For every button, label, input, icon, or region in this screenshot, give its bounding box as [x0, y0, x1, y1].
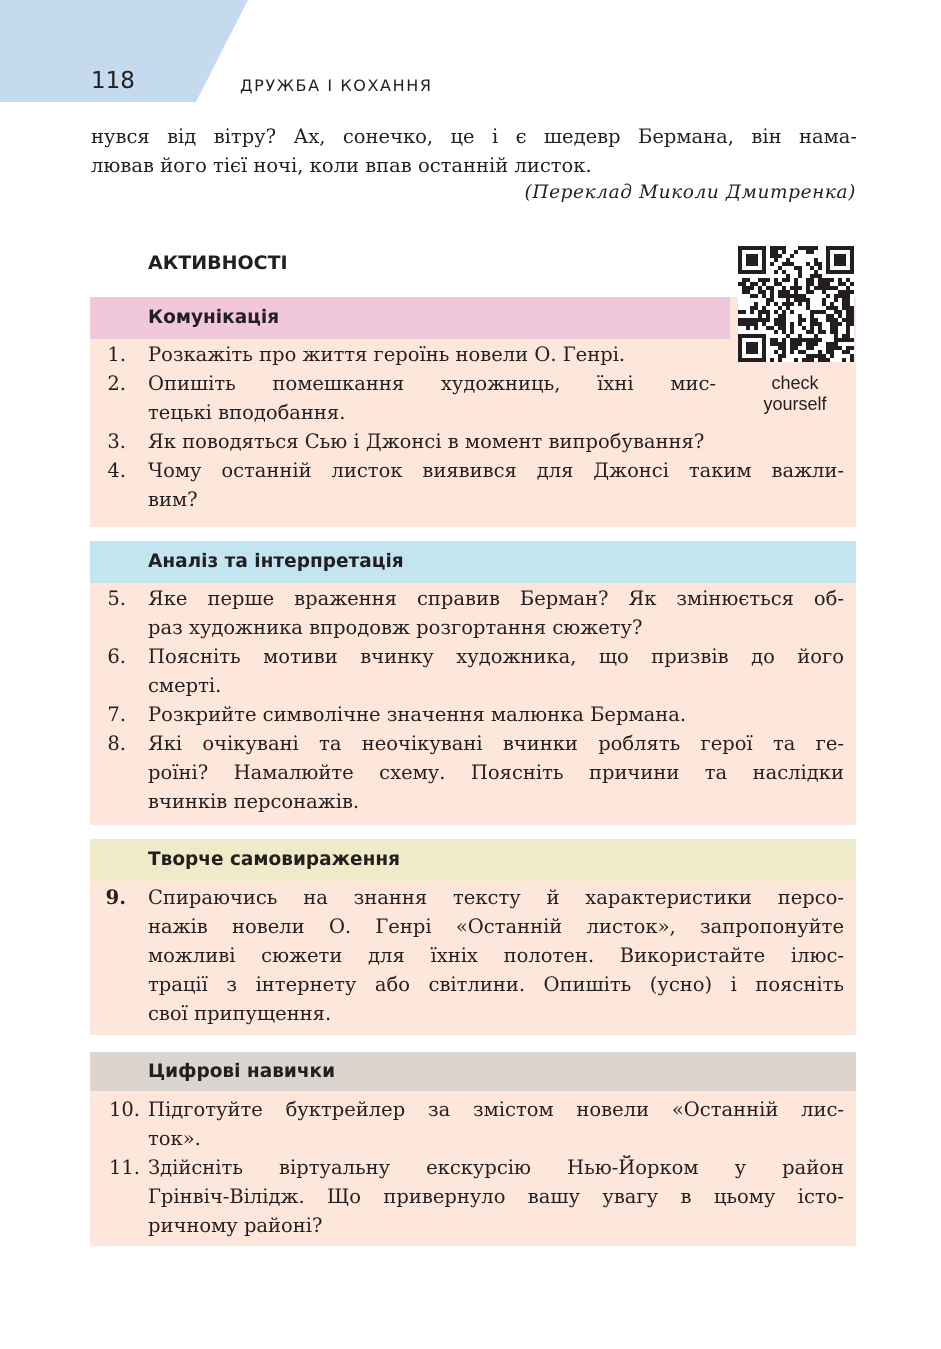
section-analysis [90, 541, 856, 825]
list-item [90, 883, 856, 1028]
text-line: Поясніть мотиви вчинку художника, що призвів до його [148, 645, 844, 668]
text-line: вим? [148, 488, 198, 511]
text-line: трації з інтернету або світлини. Опишіть (усно) і поясніть [148, 973, 844, 996]
item-number: 4. [107, 459, 126, 482]
section-title: Творче самовираження [90, 839, 856, 881]
item-number: 10. [108, 1098, 140, 1121]
text-line: Здійсніть віртуальну екскурсію Нью-Йорком у район [148, 1156, 844, 1179]
item-number: 9. [105, 886, 126, 909]
running-title: ДРУЖБА І КОХАННЯ [240, 76, 433, 95]
list-item [90, 642, 856, 700]
list-item [90, 1153, 856, 1240]
text-line: ричному районі? [148, 1214, 323, 1237]
section-digital [90, 1052, 856, 1246]
section-title: Аналіз та інтерпретація [90, 541, 856, 583]
text-line: Які очікувані та неочікувані вчинки роблять герої та ге- [148, 732, 844, 755]
text-line: лював його тієї ночі, коли впав останній листок. [91, 154, 592, 177]
text-line: Розкрийте символічне значення малюнка Бермана. [148, 703, 687, 726]
list-item [90, 369, 856, 427]
list-item [90, 427, 856, 456]
activities-title: АКТИВНОСТІ [148, 252, 288, 274]
item-number: 3. [107, 430, 126, 453]
section-title: Цифрові навички [90, 1052, 856, 1091]
item-number: 5. [107, 587, 126, 610]
list-item [90, 456, 856, 514]
page-number: 118 [91, 68, 135, 94]
section-creative [90, 839, 856, 1035]
text-line: ток». [148, 1127, 201, 1150]
text-line: Як поводяться Сью і Джонсі в момент випробування? [148, 430, 705, 453]
text-line: смерті. [148, 674, 222, 697]
text-line: можливі сюжети для їхніх полотен. Використайте ілюс- [148, 944, 844, 967]
text-line: раз художника впродовж розгортання сюжету? [148, 616, 643, 639]
item-number: 6. [107, 645, 126, 668]
intro-paragraph [91, 122, 857, 180]
qr-caption [745, 373, 845, 415]
item-number: 2. [107, 372, 126, 395]
text-line: Яке перше враження справив Берман? Як змінюється об- [148, 587, 844, 610]
text-line: вчинків персонажів. [148, 790, 360, 813]
text-line: Грінвіч-Вілідж. Що привернуло вашу увагу в цьому істо- [148, 1185, 844, 1208]
text-line: Спираючись на знання тексту й характеристики персо- [148, 886, 844, 909]
list-item [90, 729, 856, 816]
list-item [90, 584, 856, 642]
item-number: 8. [107, 732, 126, 755]
qr-caption-line: yourself [763, 394, 827, 414]
list-item [90, 700, 856, 729]
text-line: Підготуйте буктрейлер за змістом новели «Останній лис- [148, 1098, 844, 1121]
text-line: роїні? Намалюйте схему. Поясніть причини та наслідки [148, 761, 844, 784]
text-line: Опишіть помешкання художниць, їхні мис- [148, 372, 716, 395]
text-line: тецькі вподобання. [148, 401, 346, 424]
text-line: свої припущення. [148, 1002, 332, 1025]
text-line: нувся від вітру? Ах, сонечко, це і є шедевр Бермана, він нама- [91, 125, 857, 148]
list-item [90, 1095, 856, 1153]
translation-credit: (Переклад Миколи Дмитренка) [524, 182, 856, 203]
text-line: Чому останній листок виявився для Джонсі таким важли- [148, 459, 844, 482]
item-number: 11. [108, 1156, 140, 1179]
item-number: 1. [107, 343, 126, 366]
qr-caption-line: check [771, 373, 819, 393]
qr-code-icon[interactable] [738, 246, 854, 362]
section-title: Комунікація [90, 297, 730, 339]
text-line: Розкажіть про життя героїнь новели О. Генрі. [148, 343, 626, 366]
item-number: 7. [107, 703, 126, 726]
text-line: нажів новели О. Генрі «Останній листок», запропонуйте [148, 915, 844, 938]
